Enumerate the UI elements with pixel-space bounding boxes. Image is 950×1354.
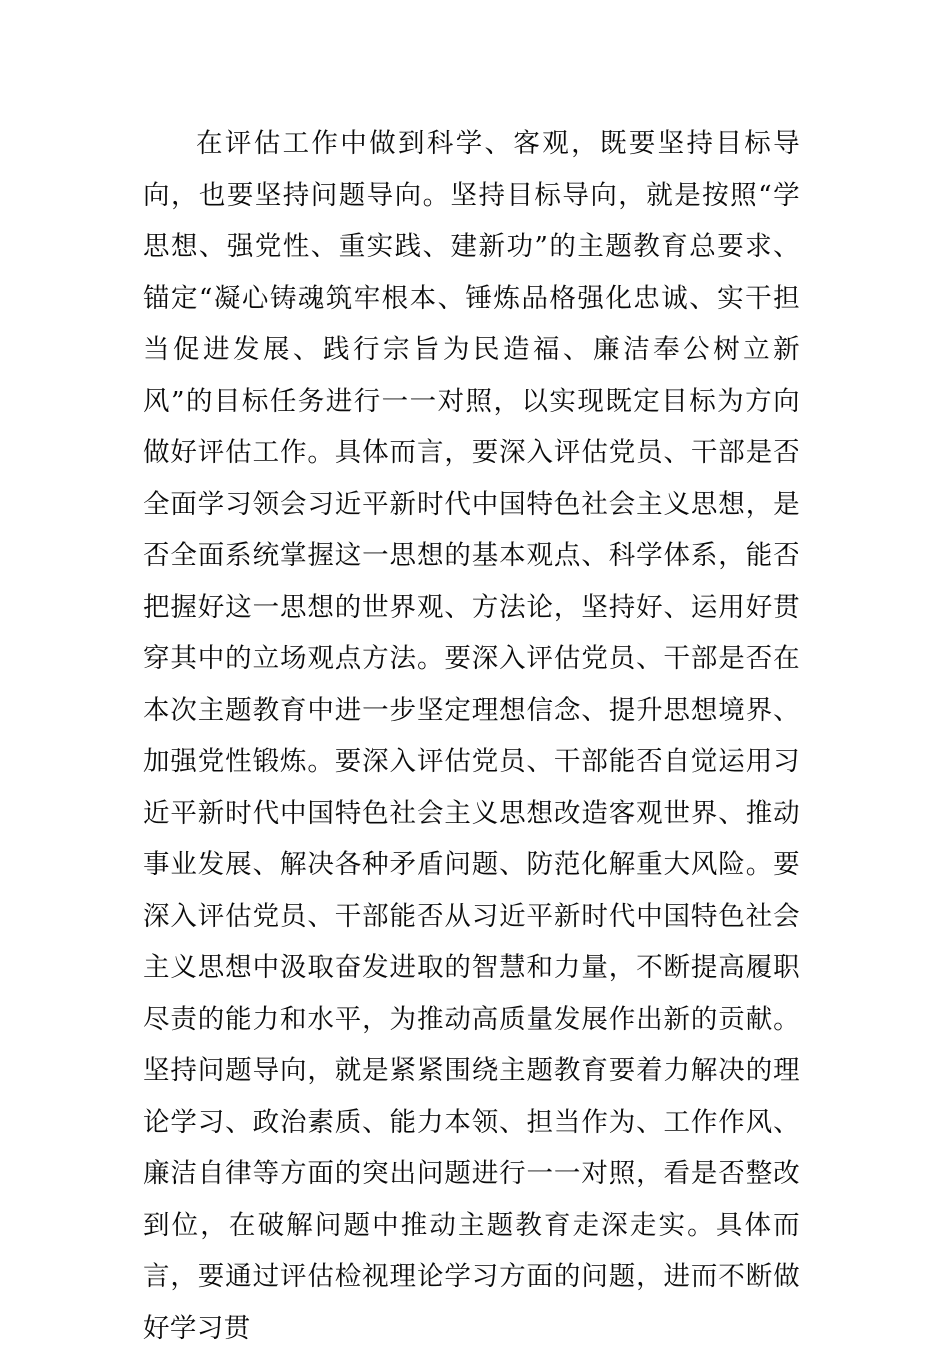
- document-body: [143, 118, 800, 1354]
- body-paragraph: 在评估工作中做到科学、客观，既要坚持目标导向，也要坚持问题导向。坚持目标导向，就是按照“学思想、强党性、重实践、建新功”的主题教育总要求、锚定“凝心铸魂筑牢根本、锤炼品格强化忠诚、实干担当促进发展、践行宗旨为民造福、廉洁奉公树立新风”的目标任务进行一一对照，以实现既定目标为方向做好评估工作。具体而言，要深入评估党员、干部是否全面学习领会习近平新时代中国特色社会主义思想，是否全面系统掌握这一思想的基本观点、科学体系，能否把握好这一思想的世界观、方法论，坚持好、运用好贯穿其中的立场观点方法。要深入评估党员、干部是否在本次主题教育中进一步坚定理想信念、提升思想境界、加强党性锻炼。要深入评估党员、干部能否自觉运用习近平新时代中国特色社会主义思想改造客观世界、推动事业发展、解决各种矛盾问题、防范化解重大风险。要深入评估党员、干部能否从习近平新时代中国特色社会主义思想中汲取奋发进取的智慧和力量，不断提高履职尽责的能力和水平，为推动高质量发展作出新的贡献。坚持问题导向，就是紧紧围绕主题教育要着力解决的理论学习、政治素质、能力本领、担当作为、工作作风、廉洁自律等方面的突出问题进行一一对照，看是否整改到位，在破解问题中推动主题教育走深走实。具体而言，要通过评估检视理论学习方面的问题，进而不断做好学习贯: [143, 128, 800, 1344]
